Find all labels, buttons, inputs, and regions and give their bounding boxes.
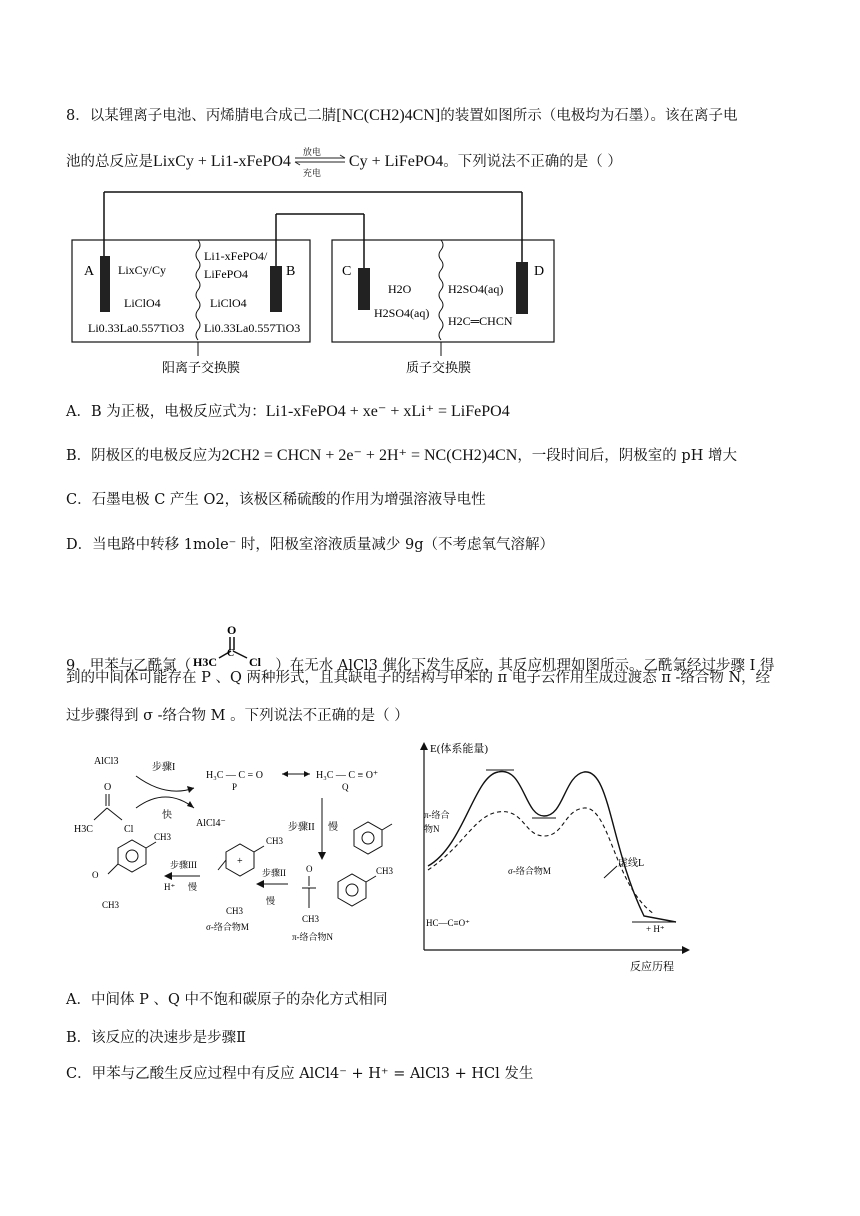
q8-line2: 池的总反应是LixCy + Li1-xFePO4 放电 充电 Cy + LiFePO4。下列说法不正确的是（ ） [66, 150, 622, 172]
svg-text:CH3: CH3 [226, 906, 244, 916]
svg-text:+: + [237, 856, 243, 867]
mechanism-scheme [66, 748, 406, 948]
svg-text:CH3: CH3 [266, 836, 284, 846]
svg-text:AlCl3: AlCl3 [94, 756, 119, 767]
svg-text:物N: 物N [424, 824, 440, 834]
fast-label: 快 [162, 810, 172, 821]
right-right-line2: H2C═CHCN [448, 314, 513, 328]
svg-text:C: C [227, 648, 235, 659]
svg-text:步骤II: 步骤II [288, 822, 315, 833]
svg-text:Cl: Cl [249, 655, 262, 669]
svg-text:HC—C≡O⁺: HC—C≡O⁺ [426, 918, 470, 928]
left-cell-line1: LixCy/Cy [118, 263, 167, 277]
q9-option-c: C．甲苯与乙酸生反应过程中有反应 AlCl4⁻ + H⁺ = AlCl3 + HCl 发生 [66, 1066, 534, 1082]
svg-text:慢: 慢 [188, 882, 198, 892]
x-axis-label: 反应历程 [630, 961, 674, 973]
svg-text:H3C: H3C [193, 655, 218, 669]
label-C: C [342, 264, 352, 279]
q8-line1: 8．以某锂离子电池、丙烯腈电合成己二腈[NC(CH2)4CN]的装置如图所示（电极均为石墨）。该在离子电 [66, 107, 738, 124]
svg-text:慢: 慢 [328, 822, 338, 833]
svg-text:CH3: CH3 [154, 832, 172, 842]
svg-text:O: O [227, 623, 237, 637]
dashed-line-label: 虚线L [618, 858, 645, 869]
svg-text:步骤III: 步骤III [170, 860, 197, 870]
membrane-proton: 质子交换膜 [406, 360, 472, 375]
svg-text:CH3: CH3 [302, 914, 320, 924]
svg-text:O: O [104, 782, 112, 793]
y-axis-label: E(体系能量) [430, 743, 489, 755]
right-left-line2: H2SO4(aq) [374, 306, 430, 320]
q9-line1: 9．甲苯与乙酰氯（ O H3C Cl C ）在无水 AlCl3 催化下发生反应，其反应机理如图所示。乙酰氯经过步骤 I 得 [66, 622, 774, 682]
eq-left: LixCy + Li1-xFePO4 [153, 153, 291, 170]
svg-text:O: O [92, 870, 99, 880]
mid-cell-line1: Li1-xFePO4/ [204, 249, 268, 263]
electrochem-diagram [70, 190, 560, 380]
label-D: D [534, 264, 545, 279]
membrane-cation: 阳离子交换膜 [162, 360, 241, 375]
svg-text:CH3: CH3 [376, 866, 394, 876]
svg-text:Cl: Cl [124, 824, 134, 835]
pi-complex-label: π-络合物N [292, 932, 334, 942]
q9-option-b: B．该反应的决速步是步骤Ⅱ [66, 1030, 247, 1046]
svg-text:H₃C — C = O: H₃C — C = O [206, 770, 263, 781]
svg-text:H⁺: H⁺ [164, 882, 176, 892]
q8-option-a: A．B 为正极，电极反应式为：Li1-xFePO4 + xe⁻ + xLi⁺ = LiFePO4 [66, 403, 510, 420]
svg-text:步骤II: 步骤II [262, 868, 286, 878]
svg-text:慢: 慢 [266, 896, 276, 906]
mid-cell-line3: LiClO4 [210, 296, 247, 310]
svg-text:π-络合: π-络合 [424, 810, 450, 820]
sigma-complex-label: σ-络合物M [206, 922, 249, 932]
svg-text:O: O [306, 864, 313, 874]
svg-text:CH3: CH3 [102, 900, 120, 910]
svg-text:σ-络合物M: σ-络合物M [508, 866, 551, 876]
q9-line3: 过步骤得到 σ -络合物 M 。下列说法不正确的是（ ） [66, 708, 409, 724]
svg-text:H₃C — C ≡ O⁺: H₃C — C ≡ O⁺ [316, 770, 379, 781]
q9-option-a: A．中间体 P 、Q 中不饱和碳原子的杂化方式相同 [66, 992, 388, 1008]
discharge-label: 放电 [302, 148, 321, 158]
label-B: B [286, 264, 296, 279]
right-left-line1: H2O [388, 282, 412, 296]
energy-profile-diagram [414, 736, 704, 976]
mid-cell-line4: Li0.33La0.557TiO3 [204, 321, 301, 335]
adiponitrile-formula: [NC(CH2)4CN] [336, 107, 441, 124]
step1-label: 步骤I [152, 762, 176, 773]
reversible-arrow [291, 148, 349, 179]
svg-text:AlCl4⁻: AlCl4⁻ [196, 818, 226, 829]
left-cell-line2: LiClO4 [124, 296, 161, 310]
q8-option-b: B．阴极区的电极反应为2CH2 = CHCN + 2e⁻ + 2H⁺ = NC(CH2)4CN，一段时间后，阴极室的 pH 增大 [66, 447, 737, 464]
mid-cell-line2: LiFePO4 [204, 267, 249, 281]
right-right-line1: H2SO4(aq) [448, 282, 504, 296]
svg-text:H3C: H3C [74, 824, 93, 835]
svg-text:P: P [232, 782, 238, 792]
eq-right: Cy + LiFePO4 [348, 153, 444, 170]
svg-text:Q: Q [342, 782, 349, 792]
q8-option-d: D．当电路中转移 1mole⁻ 时，阳极室溶液质量减少 9g（不考虑氧气溶解） [66, 537, 555, 553]
svg-text:+ H⁺: + H⁺ [646, 924, 665, 934]
charge-label: 充电 [302, 169, 321, 179]
label-A: A [84, 264, 95, 279]
q8-option-c: C．石墨电极 C 产生 O2，该极区稀硫酸的作用为增强溶液导电性 [66, 492, 486, 508]
q9-line2: 到的中间体可能存在 P 、Q 两种形式，且其缺电子的结构与甲苯的 π 电子云作用生成过渡态 π -络合物 N，经 [66, 670, 771, 686]
left-cell-line3: Li0.33La0.557TiO3 [88, 321, 185, 335]
